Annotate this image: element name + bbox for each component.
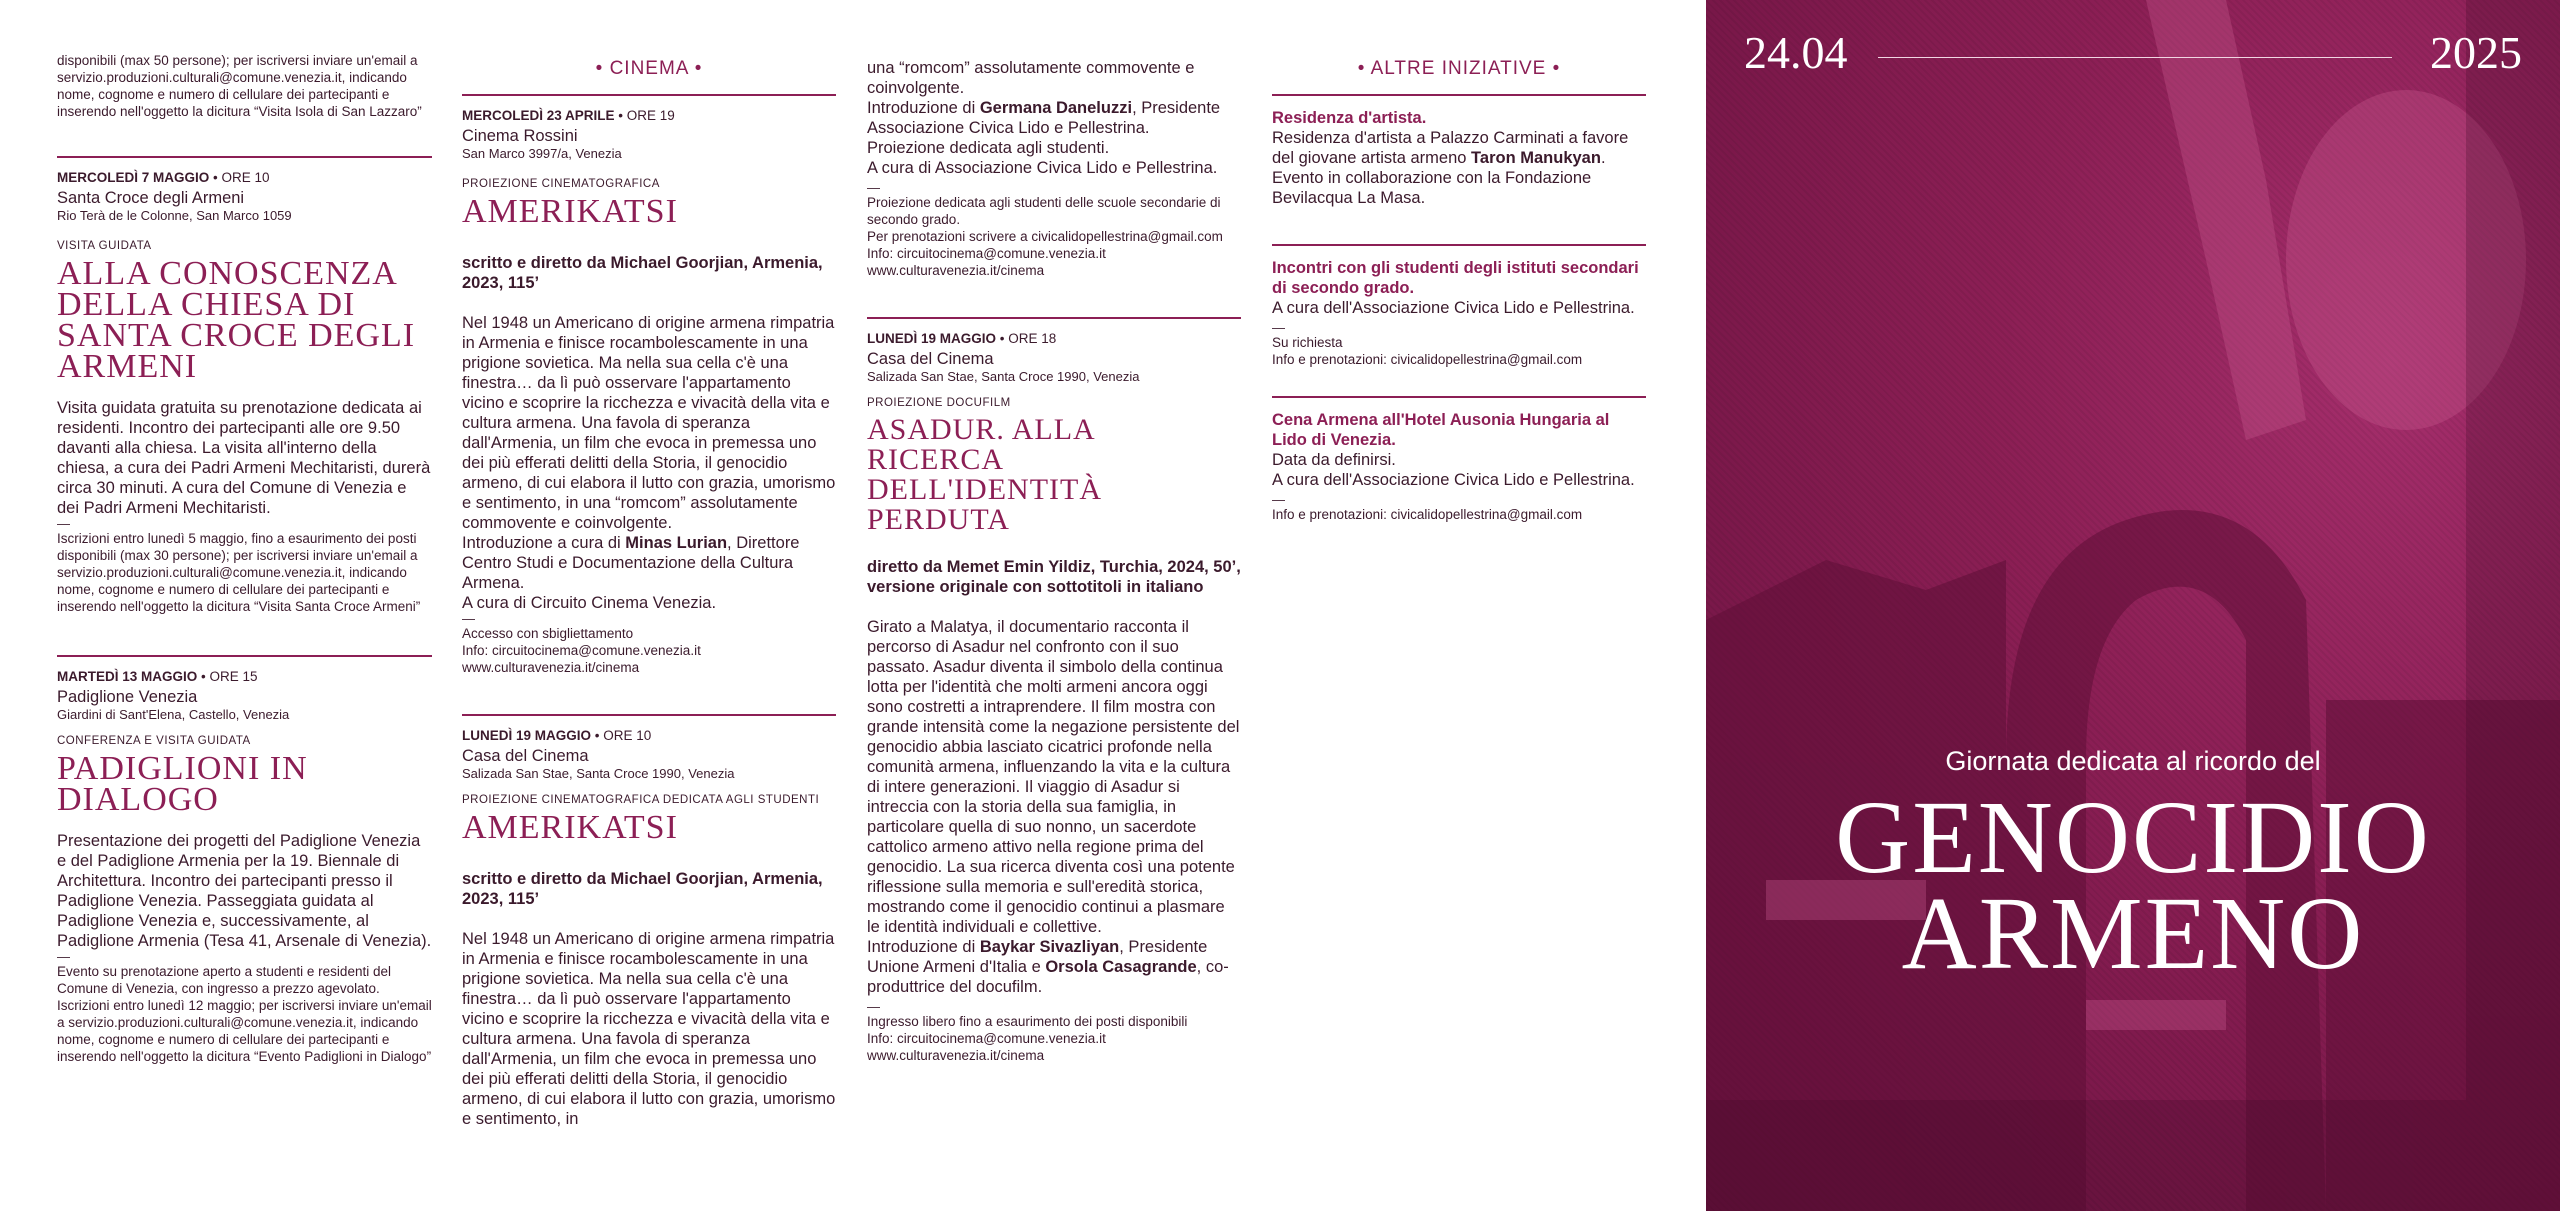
separator-dash: — [1272, 320, 1285, 335]
event-info-email: Info: circuitocinema@comune.venezia.it [462, 643, 701, 658]
event-curator: A cura di Circuito Cinema Venezia. [462, 594, 717, 612]
event-note: Ingresso libero fino a esaurimento dei posti disponibili [867, 1014, 1188, 1029]
ruins-photo-background [1706, 0, 2560, 1211]
event-category: PROIEZIONE DOCUFILM [867, 397, 1011, 409]
item-note: Su richiesta [1272, 335, 1343, 350]
divider [867, 317, 1241, 319]
divider [462, 94, 836, 96]
event-description: Presentazione dei progetti del Padiglione Venezia e del Padiglione Armenia per la 19. Biennale di Architettura. Incontro dei partecipanti presso il Padiglione Venezia. Passeggiata guidata al Padiglione Venezia e, successivamente, al Padiglione Armenia (Tesa 41, Arsenale di Venezia). [57, 832, 432, 950]
event-address: San Marco 3997/a, Venezia [462, 146, 622, 161]
event-credits: scritto e diretto da Michael Goorjian, Armenia, 2023, 115’ [462, 870, 823, 908]
event-date: LUNEDÌ 19 MAGGIO • ORE 10 [462, 728, 652, 743]
event-note: Iscrizioni entro lunedì 5 maggio, fino a esaurimento dei posti disponibili (max 30 persone); per iscriversi inviare un'email a servizio.produzioni.culturali@comune.venezia.it, indicando nome, cognome e numero di cellulare dei partecipanti e inserendo nell'oggetto la dicitura “Visita Santa Croce Armeni” [57, 531, 421, 614]
section-heading-cinema: • CINEMA • [595, 58, 703, 79]
item-text: A cura dell'Associazione Civica Lido e Pellestrina. [1272, 471, 1635, 489]
item-title: Cena Armena all'Hotel Ausonia Hungaria al Lido di Venezia. [1272, 411, 1610, 449]
cover-kicker: Giornata dedicata al ricordo del [1945, 746, 2321, 776]
separator-dash: — [57, 949, 70, 964]
column-4 [1272, 52, 1646, 523]
item-contact: Info e prenotazioni: civicalidopellestrina@gmail.com [1272, 507, 1583, 522]
cover-title [1706, 780, 2560, 991]
cover-title-line-1: GENOCIDIO [1835, 780, 2431, 895]
intro-text: disponibili (max 50 persone); per iscriversi inviare un'email a servizio.produzioni.culturali@comune.venezia.it, indicando nome, cognome e numero di cellulare dei partecipanti e inserendo nell'oggetto la dicitura “Visita Isola di San Lazzaro” [57, 53, 422, 119]
item-text: A cura dell'Associazione Civica Lido e Pellestrina. [1272, 299, 1635, 317]
divider [1272, 396, 1646, 398]
event-address: Rio Terà de le Colonne, San Marco 1059 [57, 208, 292, 223]
item-residency [1272, 108, 1646, 208]
divider [57, 156, 432, 158]
continued-booking: Per prenotazioni scrivere a civicalidopellestrina@gmail.com [867, 229, 1223, 244]
event-info-link: www.culturavenezia.it/cinema [462, 660, 640, 675]
event-category: PROIEZIONE CINEMATOGRAFICA DEDICATA AGLI STUDENTI [462, 794, 820, 806]
item-date: Data da definirsi. [1272, 451, 1396, 469]
continued-note: Proiezione dedicata agli studenti delle scuole secondarie di secondo grado. [867, 195, 1221, 227]
event-introduction: Introduzione di Baykar Sivazliyan, Presidente Unione Armeni d'Italia e Orsola Casagrande, co-produttrice del docufilm. [867, 938, 1229, 996]
section-heading-other: • ALTRE INIZIATIVE • [1357, 58, 1561, 79]
cover-panel [1706, 0, 2560, 1211]
event-date: MARTEDÌ 13 MAGGIO • ORE 15 [57, 669, 258, 684]
event-description: Nel 1948 un Americano di origine armena rimpatria in Armenia e finisce rocambolescamente in una prigione sovietica. Ma nella sua cella c'è una finestra… da lì può osservare l'appartamento vicino e scoprire la ricchezza e vivacità della vita e cultura armena. Una favola di speranza dall'Armenia, un film che evoca in premessa uno dei più efferati delitti della Storia, il genocidio armeno, di cui elabora il lutto con grazia, umorismo e sentimento, in una “romcom” assolutamente commovente e coinvolgente. [462, 314, 836, 532]
item-title: Residenza d'artista. [1272, 109, 1427, 127]
cover-date-line [1878, 57, 2392, 58]
divider [57, 655, 432, 657]
event-date: MERCOLEDÌ 23 APRILE • ORE 19 [462, 108, 675, 123]
event-title: PADIGLIONI IN DIALOGO [57, 750, 308, 818]
event-credits: diretto da Memet Emin Yildiz, Turchia, 2024, 50’, versione originale con sottotitoli in italiano [867, 558, 1241, 596]
item-armenian-dinner [1272, 410, 1646, 523]
separator-dash: — [867, 999, 880, 1014]
event-place: Casa del Cinema [462, 747, 589, 765]
continued-info-email: Info: circuitocinema@comune.venezia.it [867, 246, 1106, 261]
event-asadur [867, 331, 1241, 1064]
continued-info-link: www.culturavenezia.it/cinema [867, 263, 1045, 278]
event-amerikatsi-students [462, 728, 836, 1129]
continued-line: Proiezione dedicata agli studenti. [867, 139, 1110, 157]
column-2 [462, 52, 836, 1129]
separator-dash: — [462, 611, 475, 626]
event-category: PROIEZIONE CINEMATOGRAFICA [462, 178, 660, 190]
event-padiglioni [57, 669, 432, 1065]
separator-dash: — [867, 180, 880, 195]
event-place: Cinema Rossini [462, 127, 578, 145]
cover-title-line-2: ARMENO [1901, 876, 2365, 991]
event-info-email: Info: circuitocinema@comune.venezia.it [867, 1031, 1106, 1046]
event-info-link: www.culturavenezia.it/cinema [867, 1048, 1045, 1063]
event-date: MERCOLEDÌ 7 MAGGIO • ORE 10 [57, 170, 270, 185]
event-title: AMERIKATSI [462, 809, 678, 846]
continued-introduction: Introduzione di Germana Daneluzzi, Presidente Associazione Civica Lido e Pellestrina. [867, 99, 1221, 137]
column-1 [57, 52, 432, 1065]
divider [1272, 94, 1646, 96]
event-title: AMERIKATSI [462, 193, 678, 230]
event-place: Padiglione Venezia [57, 688, 198, 706]
item-contact: Info e prenotazioni: civicalidopellestrina@gmail.com [1272, 352, 1583, 367]
event-category: VISITA GUIDATA [57, 240, 152, 252]
cover-date-day: 24.04 [1744, 27, 1848, 78]
event-category: CONFERENZA E VISITA GUIDATA [57, 735, 251, 747]
continued-curator: A cura di Associazione Civica Lido e Pellestrina. [867, 159, 1218, 177]
item-text: Residenza d'artista a Palazzo Carminati a favore del giovane artista armeno Taron Manukyan. Evento in collaborazione con la Fondazione Bevilacqua La Masa. [1272, 129, 1629, 207]
event-description: Girato a Malatya, il documentario racconta il percorso di Asadur nel confronto con il suo passato. Asadur diventa il simbolo della continua lotta per l'identità che molti armeni ancora oggi sono costretti a intraprendere. Il film mostra con grande intensità come la negazione persistente del genocidio abbia lasciato cicatrici profonde nella comunità armena, influenzando la vita e la cultura di intere generazioni. Il viaggio di Asadur si intreccia con la storia della sua famiglia, in particolare quella di suo nonno, un sacerdote cattolico armeno attivo nella regione prima del genocidio. La sua ricerca diventa così una potente riflessione sulla memoria e sull'eredità storica, mostrando come il genocidio continui a plasmare le identità individuali e collettive. [867, 618, 1240, 936]
event-note: Evento su prenotazione aperto a studenti e residenti del Comune di Venezia, con ingresso a prezzo agevolato. Iscrizioni entro lunedì 12 maggio; per iscriversi inviare un'email a servizio.produzioni.culturali@comune.venezia.it, indicando nome, cognome e numero di cellulare dei partecipanti e inserendo nell'oggetto la dicitura “Evento Padiglioni in Dialogo” [57, 964, 432, 1064]
event-description: Nel 1948 un Americano di origine armena rimpatria in Armenia e finisce rocambolescamente in una prigione sovietica. Ma nella sua cella c'è una finestra… da lì può osservare l'appartamento vicino e scoprire la ricchezza e vivacità della vita e cultura armena. Una favola di speranza dall'Armenia, un film che evoca in premessa uno dei più efferati delitti della Storia, il genocidio armeno, di cui elabora il lutto con grazia, umorismo e sentimento, in [462, 930, 836, 1128]
separator-dash: — [57, 516, 70, 531]
event-santa-croce [57, 170, 432, 615]
event-place: Santa Croce degli Armeni [57, 189, 245, 207]
event-note: Accesso con sbigliettamento [462, 626, 634, 641]
event-title: ALLA CONOSCENZA DELLA CHIESA DI SANTA CROCE DEGLI ARMENI [57, 255, 416, 385]
event-amerikatsi-rossini [462, 108, 836, 676]
event-title: ASADUR. ALLA RICERCA DELL'IDENTITÀ PERDUTA [867, 413, 1102, 536]
event-address: Giardini di Sant'Elena, Castello, Venezia [57, 707, 290, 722]
event-address: Salizada San Stae, Santa Croce 1990, Venezia [867, 369, 1140, 384]
column-3 [867, 58, 1241, 1064]
divider [462, 714, 836, 716]
event-description: Visita guidata gratuita su prenotazione dedicata ai residenti. Incontro dei partecipanti alle ore 9.50 davanti alla chiesa. La visita all'interno della chiesa, a cura dei Padri Armeni Mechitaristi, durerà circa 30 minuti. A cura del Comune di Venezia e dei Padri Armeni Mechitaristi. [57, 399, 431, 517]
event-place: Casa del Cinema [867, 350, 994, 368]
event-address: Salizada San Stae, Santa Croce 1990, Venezia [462, 766, 735, 781]
event-credits: scritto e diretto da Michael Goorjian, Armenia, 2023, 115’ [462, 254, 823, 292]
event-introduction: Introduzione a cura di Minas Lurian, Direttore Centro Studi e Documentazione della Cultura Armena. [462, 534, 800, 592]
item-student-meetings [1272, 258, 1646, 368]
separator-dash: — [1272, 492, 1285, 507]
cover-date-year: 2025 [2430, 27, 2522, 78]
divider [1272, 244, 1646, 246]
event-date: LUNEDÌ 19 MAGGIO • ORE 18 [867, 331, 1057, 346]
item-title: Incontri con gli studenti degli istituti secondari di secondo grado. [1272, 259, 1639, 297]
continued-text: una “romcom” assolutamente commovente e coinvolgente. [867, 59, 1195, 97]
